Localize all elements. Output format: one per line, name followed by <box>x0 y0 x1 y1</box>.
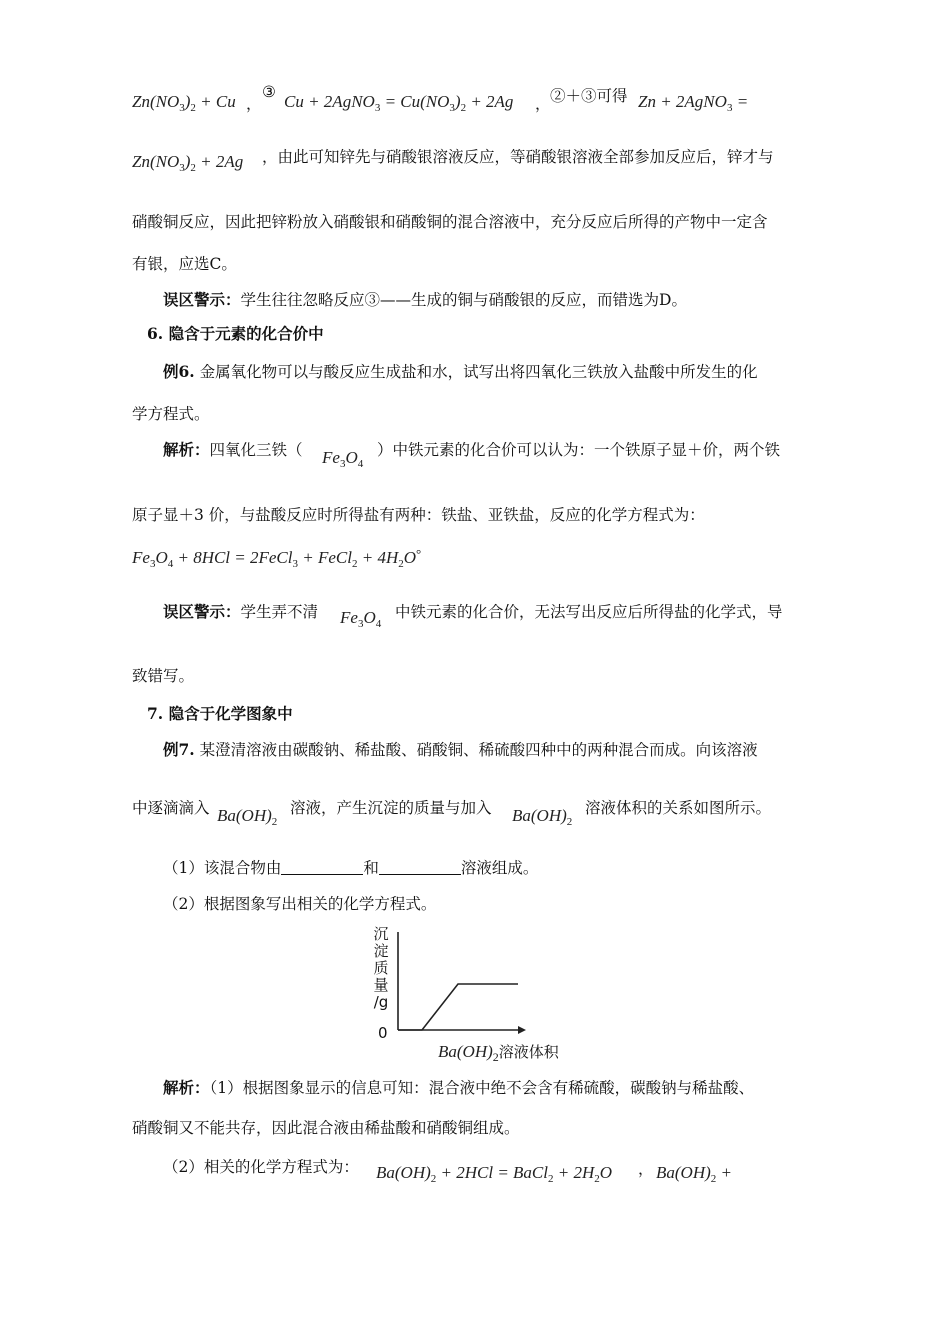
equation-fe3o4-hcl: $Fe_3O_4 + 8HCl$ = 2FeCl$_3$ + FeCl$_2$ + $4H_2O^\circ$ <box>132 546 422 570</box>
chart-series-line <box>398 984 518 1030</box>
paragraph-text: 原子显＋3 价，与盐酸反应时所得盐有两种：铁盐、亚铁盐，反应的化学方程式为： <box>132 506 705 524</box>
combination-text: ②＋③可得 <box>550 87 628 105</box>
reaction-marker-3: ③ <box>262 83 276 101</box>
question-1: （1）该混合物由 和 溶液组成。 <box>163 859 539 877</box>
analysis-7: 解析：（1）根据图象显示的信息可知：混合液中绝不会含有稀硫酸，碳酸钠与稀盐酸、 <box>163 1078 755 1097</box>
equation-zn-agno3: Zn + 2AgNO$_3$ = <box>638 92 749 114</box>
y-label-char: 量 <box>373 976 389 994</box>
formula-baoh2: $Ba(OH)_2$ <box>512 806 573 828</box>
chart-origin-label: 0 <box>378 1024 388 1042</box>
question-2: （2）根据图象写出相关的化学方程式。 <box>163 895 437 913</box>
precipitate-chart <box>370 926 590 1066</box>
analysis-6: 解析：四氧化三铁（ <box>163 440 303 459</box>
formula-fe3o4: $Fe_3O_4$ <box>322 448 364 470</box>
section-heading-7: 7. 隐含于化学图象中 <box>147 704 293 723</box>
y-label-char: 沉 <box>373 925 389 943</box>
example-6: 例6. 金属氧化物可以与酸反应生成盐和水，试写出将四氧化三铁放入盐酸中所发生的化 <box>163 362 758 381</box>
paragraph-text: 溶液体积的关系如图所示。 <box>585 799 772 817</box>
paragraph-text: 溶液，产生沉淀的质量与加入 <box>290 799 492 817</box>
y-label-char: /g <box>373 993 389 1011</box>
y-label-char: 质 <box>373 959 389 977</box>
separator: ， <box>638 1160 654 1178</box>
example-7: 例7. 某澄清溶液由碳酸钠、稀盐酸、硝酸铜、稀硫酸四种中的两种混合而成。向该溶液 <box>163 740 758 759</box>
paragraph-text: 有银，应选C。 <box>132 255 237 273</box>
paragraph-text: 中逐滴滴入 <box>132 799 210 817</box>
separator: ， <box>246 95 262 113</box>
chart-x-label: $Ba(OH)_2$溶液体积 <box>438 1042 559 1064</box>
paragraph-text: ，由此可知锌先与硝酸银溶液反应，等硝酸银溶液全部参加反应后，锌才与 <box>262 148 774 166</box>
equation-baoh2-hcl: $Ba(OH)_2 + 2HCl$ = BaCl$_2$ + $2H_2O$ <box>376 1163 613 1185</box>
warning-paragraph-2: 误区警示：学生弄不清 <box>163 602 319 621</box>
answer-blank-2[interactable] <box>379 860 461 875</box>
paragraph-text: ）中铁元素的化合价可以认为：一个铁原子显＋价，两个铁 <box>377 441 781 459</box>
answer-blank-1[interactable] <box>281 860 363 875</box>
paragraph-text: 硝酸铜反应，因此把锌粉放入硝酸银和硝酸铜的混合溶液中，充分反应后所得的产物中一定含 <box>132 213 768 231</box>
equation-cu-agno3: Cu + 2AgNO$_3$ = $Cu(NO_3)_2 + 2Ag$ <box>284 92 514 114</box>
paragraph-text: 硝酸铜又不能共存，因此混合液由稀盐酸和硝酸铜组成。 <box>132 1119 520 1137</box>
equation-zn-nitrate-ag: $Zn(NO_3)_2 + 2Ag$ <box>132 152 244 174</box>
separator: ， <box>535 95 551 113</box>
formula-baoh2: $Ba(OH)_2$ <box>217 806 278 828</box>
paragraph-text: 致错写。 <box>132 667 195 685</box>
formula-fe3o4: $Fe_3O_4$ <box>340 608 382 630</box>
warning-paragraph: 误区警示：学生往往忽略反应③——生成的铜与硝酸银的反应，而错选为D。 <box>163 290 687 309</box>
paragraph-text: 中铁元素的化合价，无法写出反应后所得盐的化学式，导 <box>395 603 783 621</box>
y-label-char: 淀 <box>373 942 389 960</box>
paragraph-text: （2）相关的化学方程式为： <box>163 1158 359 1176</box>
section-heading-6: 6. 隐含于元素的化合价中 <box>147 324 324 343</box>
equation-baoh2-partial: $Ba(OH)_2$ + <box>656 1163 732 1185</box>
equation-zn-nitrate-cu: $Zn(NO_3)_2 + Cu$ <box>132 92 236 114</box>
x-axis-arrow <box>518 1026 526 1034</box>
paragraph-text: 学方程式。 <box>132 405 210 423</box>
